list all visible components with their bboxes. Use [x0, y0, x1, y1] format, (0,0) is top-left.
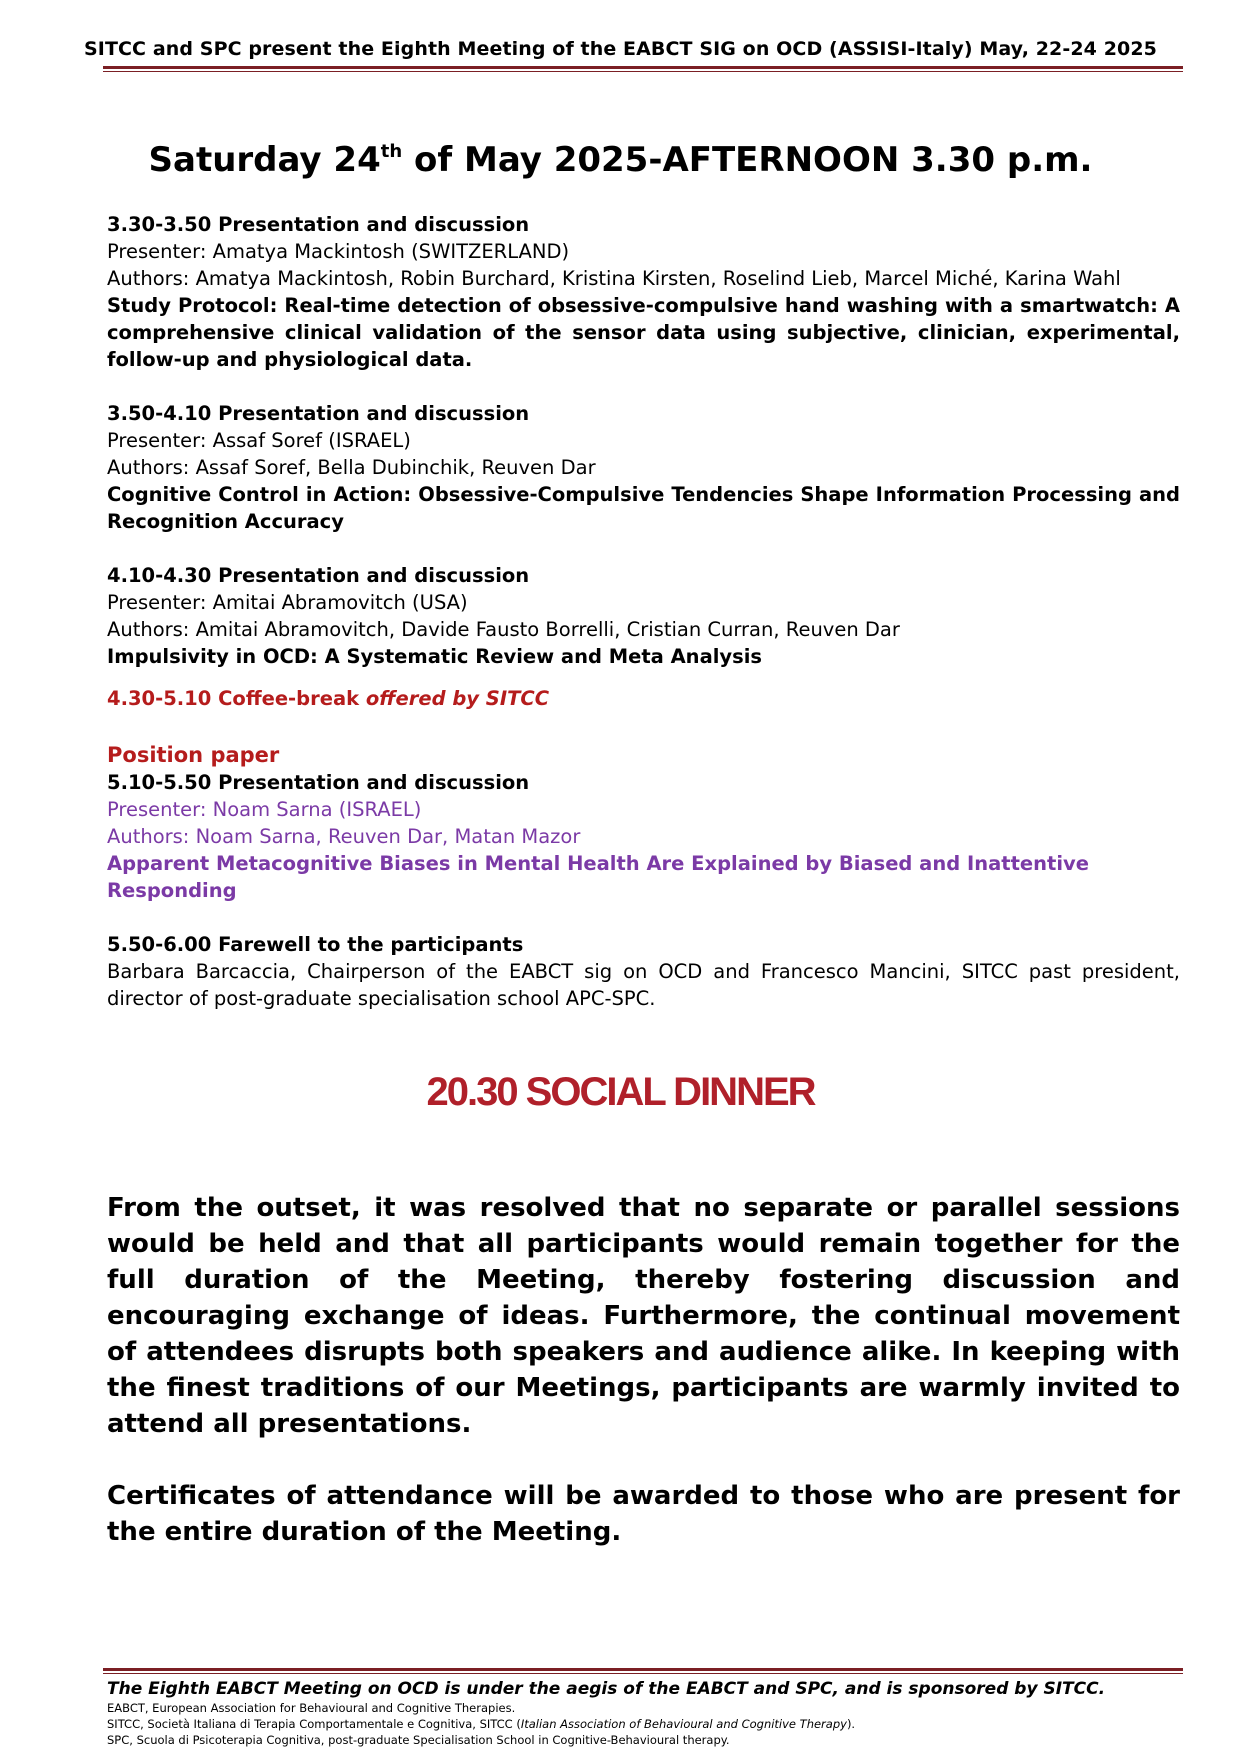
session-authors: Authors: Amitai Abramovitch, Davide Fausto Borrelli, Cristian Curran, Reuven Dar [107, 618, 900, 641]
footer-eabct: EABCT, European Association for Behavioural and Cognitive Therapies. [107, 1701, 516, 1715]
closing-paragraph-2: Certificates of attendance will be awarded to those who are present for the entire duration of the Meeting. [107, 1481, 1180, 1547]
farewell [107, 931, 1180, 1012]
session-authors: Authors: Amatya Mackintosh, Robin Burchard, Kristina Kirsten, Roselind Lieb, Marcel Miché, Karina Wahl [107, 267, 1121, 290]
session-time: 5.10-5.50 Presentation and discussion [107, 771, 530, 794]
social-dinner-heading: 20.30 SOCIAL DINNER [426, 1070, 815, 1114]
session-title: Cognitive Control in Action: Obsessive-Compulsive Tendencies Shape Information Processing and Recognition Accuracy [107, 483, 1180, 533]
position-paper-heading: Position paper [107, 743, 280, 767]
footer-spc: SPC, Scuola di Psicoterapia Cognitiva, post-graduate Specialisation School in Cognitive-Behavioural therapy. [107, 1733, 730, 1747]
program [107, 211, 1180, 1012]
coffee-break: 4.30-5.10 Coffee-break offered by SITCC [107, 687, 550, 710]
session-presenter: Presenter: Amitai Abramovitch (USA) [107, 591, 468, 614]
session-title: Apparent Metacognitive Biases in Mental Health Are Explained by Biased and Inattentive Responding [107, 852, 1089, 902]
session-time: 3.50-4.10 Presentation and discussion [107, 402, 530, 425]
farewell-time: 5.50-6.00 Farewell to the participants [107, 933, 524, 956]
session-authors: Authors: Noam Sarna, Reuven Dar, Matan Mazor [107, 825, 581, 848]
session-presenter: Presenter: Amatya Mackintosh (SWITZERLAND) [107, 240, 570, 263]
footer-sitcc: SITCC, Società Italiana di Terapia Comportamentale e Cognitiva, SITCC (Italian Association of Behavioural and Cognitive Therapy). [107, 1717, 856, 1731]
header-title: SITCC and SPC present the Eighth Meeting of the EABCT SIG on OCD (ASSISI-Italy) May, 22-24 2025 [84, 38, 1157, 60]
session-time: 4.10-4.30 Presentation and discussion [107, 564, 530, 587]
session-title: Study Protocol: Real-time detection of obsessive-compulsive hand washing with a smartwatch: A comprehensive clinical validation of the sensor data using subjective, clinician, experimental, follow-up and physiological data. [107, 294, 1180, 371]
session-time: 3.30-3.50 Presentation and discussion [107, 213, 530, 236]
day-title: Saturday 24th of May 2025-AFTERNOON 3.30 p.m. [148, 140, 1093, 180]
position-paper [107, 742, 1180, 904]
session-presenter: Presenter: Assaf Soref (ISRAEL) [107, 429, 411, 452]
session-authors: Authors: Assaf Soref, Bella Dubinchik, Reuven Dar [107, 456, 596, 479]
closing-notes [107, 1190, 1180, 1550]
session-1 [107, 211, 1180, 373]
session-3 [107, 562, 1180, 670]
header-rule [103, 66, 1183, 72]
closing-paragraph-1: From the outset, it was resolved that no separate or parallel sessions would be held and that all participants would remain together for the full duration of the Meeting, thereby fostering discussion and encouraging exchange of ideas. Furthermore, the continual movement of attendees disrupts both speakers and audience alike. In keeping with the finest traditions of our Meetings, participants are warmly invited to attend all presentations. [107, 1193, 1180, 1439]
farewell-text: Barbara Barcaccia, Chairperson of the EABCT sig on OCD and Francesco Mancini, SITCC past president, director of post-graduate specialisation school APC-SPC. [107, 960, 1180, 1010]
session-presenter: Presenter: Noam Sarna (ISRAEL) [107, 798, 422, 821]
session-2 [107, 400, 1180, 535]
footer-rule [103, 1668, 1183, 1674]
footer-lead: The Eighth EABCT Meeting on OCD is under the aegis of the EABCT and SPC, and is sponsored by SITCC. [107, 1679, 1106, 1699]
footer [107, 1678, 1180, 1748]
session-title: Impulsivity in OCD: A Systematic Review and Meta Analysis [107, 645, 763, 668]
